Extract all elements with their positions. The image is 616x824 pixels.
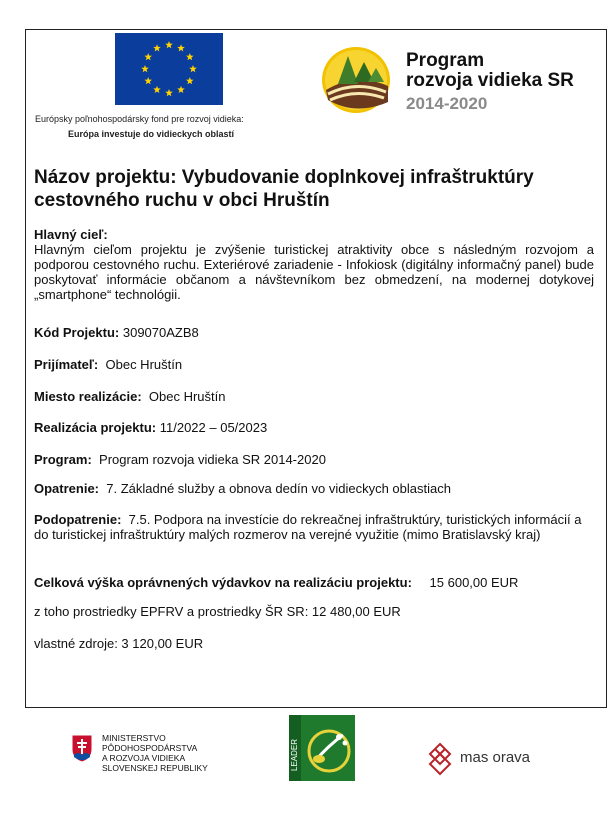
program-title-line2: rozvoja vidieka SR: [406, 70, 574, 91]
period-value: 11/2022 – 05/2023: [159, 420, 268, 435]
ministry-text: [102, 733, 208, 773]
total-label: Celková výška oprávnených výdavkov na realizáciu projektu:: [34, 575, 412, 590]
program-row: [34, 452, 594, 467]
ministry-line-3: A ROZVOJA VIDIEKA: [102, 753, 186, 763]
program-value: Program rozvoja vidieka SR 2014-2020: [99, 452, 326, 467]
measure-row: [34, 481, 594, 496]
project-title: Názov projektu: Vybudovanie doplnkovej infraštruktúry cestovného ruchu v obci Hruštín: [34, 167, 534, 211]
goal-label: Hlavný cieľ:: [34, 227, 108, 242]
recipient-label: Prijímateľ:: [34, 357, 99, 372]
program-label: Program:: [34, 452, 92, 467]
code-value: 309070AZB8: [122, 325, 199, 340]
mas-orava-text: mas orava: [460, 749, 531, 766]
ministry-line-2: PÔDOHOSPODÁRSTVA: [102, 743, 198, 753]
eu-fund-caption: Európsky poľnohospodársky fond pre rozvoj vidieka:: [35, 114, 244, 124]
eu-flag-logo: [115, 33, 223, 105]
goal-text: Hlavným cieľom projektu je zvýšenie turistickej atraktivity obce s následným rozvojom a podporou cestovného ruchu. Exteriérové zariadenie - Infokiosk (digitálny informačný panel) bude poskytovať informácie občanom a návštevníkom bez obmedzení, na modernej dotykovej „smartphone“ technológii.: [34, 242, 594, 302]
rural-program-logo: [318, 42, 398, 114]
program-title-line1: Program: [406, 50, 485, 71]
submeasure-row: [34, 512, 594, 542]
ministry-line-4: SLOVENSKEJ REPUBLIKY: [102, 763, 208, 773]
goal-section: [34, 227, 594, 302]
total-value: 15 600,00 EUR: [429, 575, 519, 590]
period-row: [34, 420, 594, 435]
recipient-row: [34, 357, 594, 372]
place-value: Obec Hruštín: [148, 389, 226, 404]
program-years: 2014-2020: [406, 94, 488, 113]
epfrv-row: z toho prostriedky EPFRV a prostriedky ŠR SR: 12 480,00 EUR: [34, 604, 401, 619]
code-row: [34, 325, 594, 340]
measure-value: 7. Základné služby a obnova dedín vo vidieckych oblastiach: [106, 481, 451, 496]
submeasure-value: 7.5. Podpora na investície do rekreačnej infraštruktúry, turistických informácií a do turistickej infraštruktúry malých rozmerov na verejné využitie (mimo Bratislavský kraj): [34, 512, 582, 542]
leader-text: LEADER: [290, 738, 299, 771]
code-label: Kód Projektu:: [34, 325, 120, 340]
place-label: Miesto realizácie:: [34, 389, 142, 404]
ministry-line-1: MINISTERSTVO: [102, 733, 166, 743]
total-row: [34, 575, 594, 590]
period-label: Realizácia projektu:: [34, 420, 157, 435]
measure-label: Opatrenie:: [34, 481, 100, 496]
eu-invest-caption: Európa investuje do vidieckych oblastí: [68, 129, 235, 139]
submeasure-label: Podopatrenie:: [34, 512, 122, 527]
recipient-value: Obec Hruštín: [105, 357, 183, 372]
mas-orava-icon: [428, 742, 452, 776]
own-funds-row: vlastné zdroje: 3 120,00 EUR: [34, 636, 204, 651]
place-row: [34, 389, 594, 404]
slovak-crest-icon: [70, 733, 94, 763]
leader-logo: [289, 715, 355, 781]
